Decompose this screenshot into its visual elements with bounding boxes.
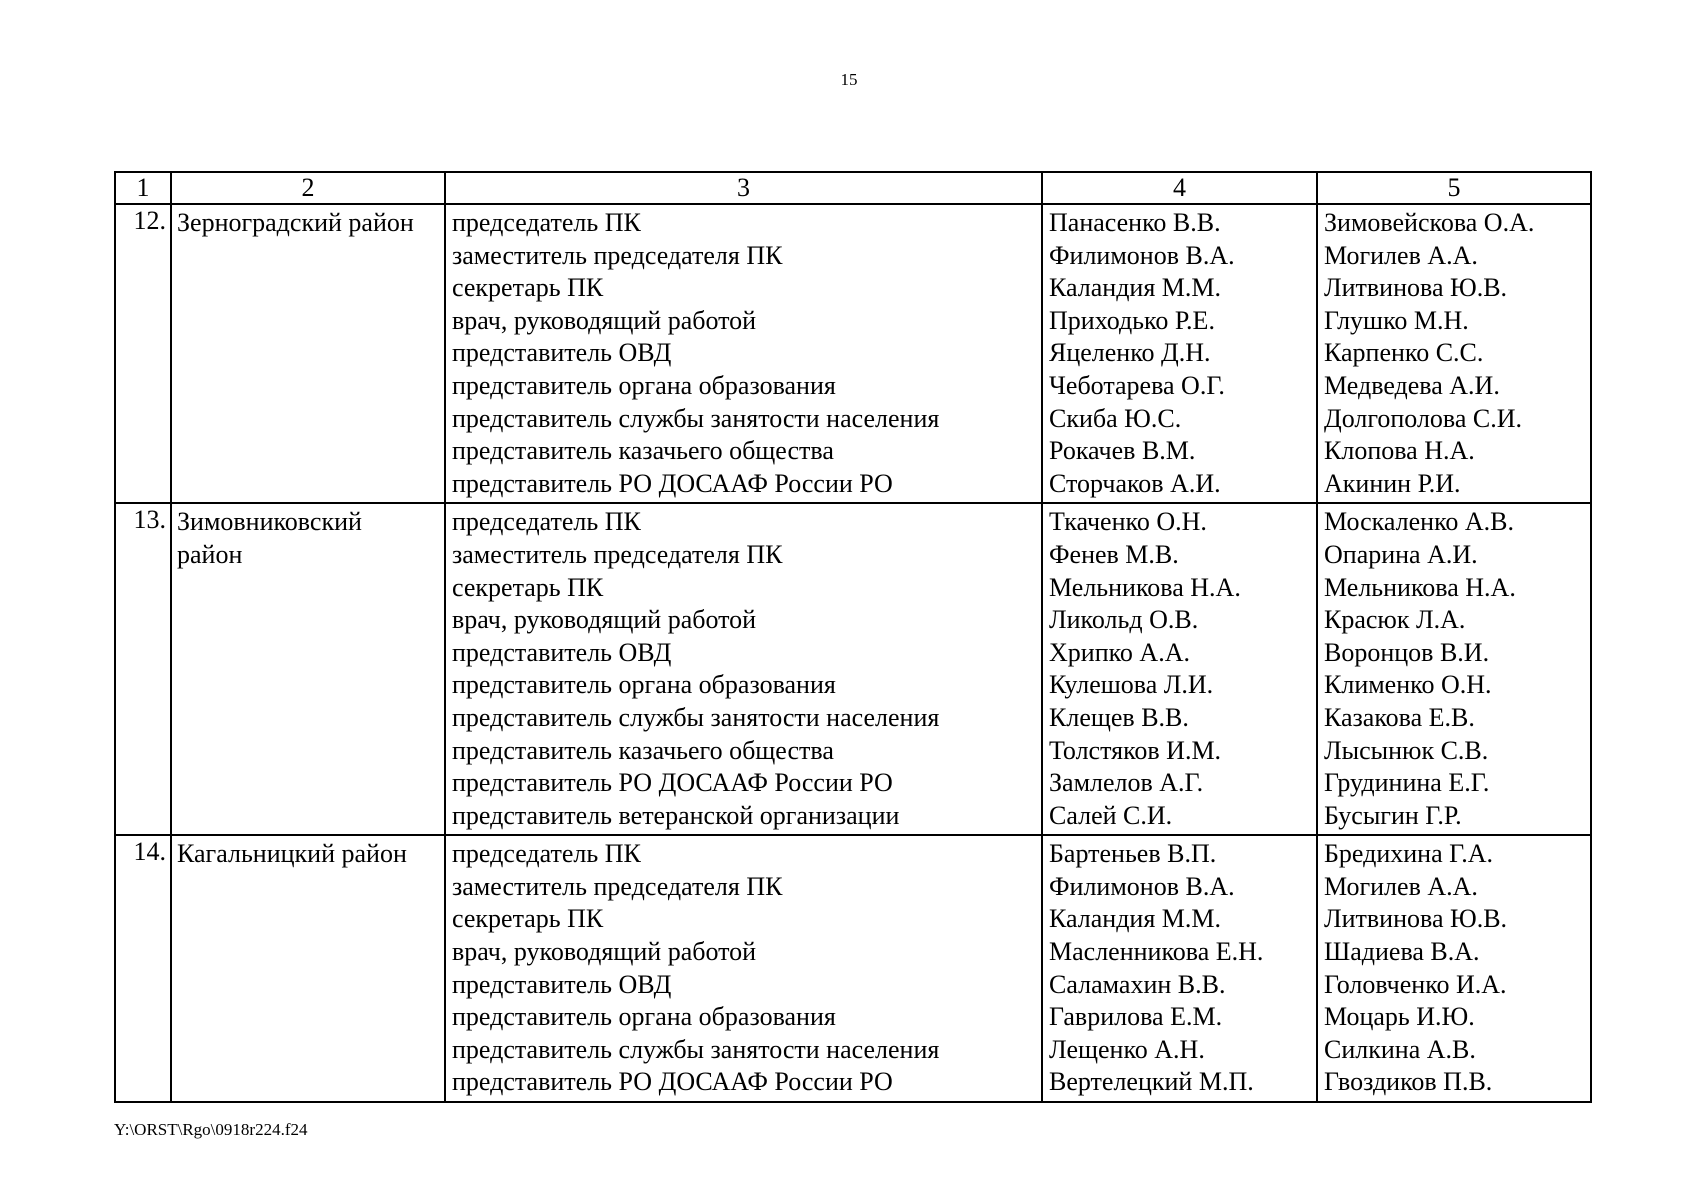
header-cell-2: 2	[171, 172, 445, 204]
deputy-cell	[1317, 835, 1591, 1102]
district-name-cell	[171, 204, 445, 503]
deputy-cell	[1317, 503, 1591, 835]
role-line: представитель ОВД	[452, 637, 672, 667]
member-name: Скиба Ю.С.	[1049, 403, 1182, 433]
role-line: представитель казачьего общества	[452, 735, 834, 765]
deputy-name: Лысынюк С.В.	[1324, 735, 1489, 765]
deputy-name: Москаленко А.В.	[1324, 507, 1515, 537]
deputy-name: Карпенко С.С.	[1324, 338, 1484, 368]
deputy-name: Бусыгин Г.Р.	[1324, 800, 1462, 830]
member-name: Толстяков И.М.	[1049, 735, 1222, 765]
district-name-cell	[171, 835, 445, 1102]
role-line: представитель РО ДОСААФ России РО	[452, 468, 893, 498]
role-line: секретарь ПК	[452, 572, 604, 602]
header-cell-3: 3	[445, 172, 1042, 204]
deputy-name: Воронцов В.И.	[1324, 637, 1490, 667]
role-line: врач, руководящий работой	[452, 937, 757, 967]
role-line: заместитель председателя ПК	[452, 240, 783, 270]
member-name: Ликольд О.В.	[1049, 605, 1199, 635]
role-line: представитель казачьего общества	[452, 436, 834, 466]
deputy-name: Глушко М.Н.	[1324, 305, 1469, 335]
deputy-name: Силкина А.В.	[1324, 1034, 1476, 1064]
commission-table	[114, 171, 1592, 1103]
deputy-name: Литвинова Ю.В.	[1324, 273, 1508, 303]
role-line: секретарь ПК	[452, 273, 604, 303]
district-name-line: район	[177, 539, 243, 569]
member-name: Яцеленко Д.Н.	[1049, 338, 1211, 368]
role-line: заместитель председателя ПК	[452, 539, 783, 569]
member-name: Сторчаков А.И.	[1049, 468, 1221, 498]
role-line: представитель ОВД	[452, 338, 672, 368]
member-name: Фенев М.В.	[1049, 539, 1179, 569]
role-line: представитель службы занятости населения	[452, 702, 940, 732]
deputy-name: Долгополова С.И.	[1324, 403, 1523, 433]
member-name: Масленникова Е.Н.	[1049, 937, 1264, 967]
member-cell	[1042, 204, 1317, 503]
table-body	[115, 204, 1591, 1102]
district-name-line: Зерноградский район	[177, 208, 414, 237]
role-cell	[445, 204, 1042, 503]
deputy-name: Шадиева В.А.	[1324, 937, 1480, 967]
role-line: председатель ПК	[452, 208, 641, 237]
deputy-name: Опарина А.И.	[1324, 539, 1478, 569]
member-name: Вертелецкий М.П.	[1049, 1067, 1254, 1097]
deputy-name: Медведева А.И.	[1324, 370, 1500, 400]
page-number: 15	[840, 70, 858, 89]
role-line: заместитель председателя ПК	[452, 871, 783, 901]
deputy-name: Клименко О.Н.	[1324, 670, 1492, 700]
row-number: 12.	[115, 204, 171, 503]
role-line: представитель ОВД	[452, 969, 672, 999]
member-name: Саламахин В.В.	[1049, 969, 1226, 999]
member-name: Рокачев В.М.	[1049, 436, 1196, 466]
role-cell	[445, 503, 1042, 835]
deputy-name: Грудинина Е.Г.	[1324, 768, 1490, 798]
role-line: представитель службы занятости населения	[452, 403, 940, 433]
district-block	[115, 204, 1591, 503]
deputy-name: Казакова Е.В.	[1324, 702, 1475, 732]
header-cell-1: 1	[115, 172, 171, 204]
role-line: представитель органа образования	[452, 670, 836, 700]
deputy-name: Могилев А.А.	[1324, 871, 1478, 901]
deputy-name: Гвоздиков П.В.	[1324, 1067, 1493, 1097]
role-line: представитель органа образования	[452, 370, 836, 400]
member-name: Филимонов В.А.	[1049, 240, 1235, 270]
deputy-name: Акинин Р.И.	[1324, 468, 1461, 498]
district-name-cell	[171, 503, 445, 835]
footer-file-path: Y:\ORST\Rgo\0918r224.f24	[114, 1120, 308, 1139]
role-line: представитель органа образования	[452, 1002, 836, 1032]
role-line: представитель РО ДОСААФ России РО	[452, 768, 893, 798]
district-block	[115, 503, 1591, 835]
member-cell	[1042, 503, 1317, 835]
deputy-name: Могилев А.А.	[1324, 240, 1478, 270]
header-cell-5: 5	[1317, 172, 1591, 204]
deputy-name: Клопова Н.А.	[1324, 436, 1475, 466]
role-line: представитель РО ДОСААФ России РО	[452, 1067, 893, 1097]
member-name: Мельникова Н.А.	[1049, 572, 1241, 602]
member-name: Каландия М.М.	[1049, 904, 1222, 934]
district-name-line: Зимовниковский	[177, 507, 362, 537]
row-number: 13.	[115, 503, 171, 835]
district-name-line: Кагальницкий район	[177, 839, 407, 869]
member-name: Клещев В.В.	[1049, 702, 1189, 732]
member-name: Панасенко В.В.	[1049, 208, 1221, 237]
member-name: Приходько Р.Е.	[1049, 305, 1215, 335]
member-cell	[1042, 835, 1317, 1102]
deputy-name: Зимовейскова О.А.	[1324, 208, 1535, 237]
deputy-name: Бредихина Г.А.	[1324, 839, 1494, 869]
role-line: председатель ПК	[452, 507, 641, 537]
deputy-name: Литвинова Ю.В.	[1324, 904, 1508, 934]
role-cell	[445, 835, 1042, 1102]
member-name: Филимонов В.А.	[1049, 871, 1235, 901]
role-line: врач, руководящий работой	[452, 605, 757, 635]
member-name: Чеботарева О.Г.	[1049, 370, 1225, 400]
member-name: Салей С.И.	[1049, 800, 1173, 830]
deputy-name: Головченко И.А.	[1324, 969, 1507, 999]
deputy-name: Красюк Л.А.	[1324, 605, 1466, 635]
row-number: 14.	[115, 835, 171, 1102]
member-name: Гаврилова Е.М.	[1049, 1002, 1223, 1032]
member-name: Лещенко А.Н.	[1049, 1034, 1205, 1064]
member-name: Хрипко А.А.	[1049, 637, 1190, 667]
deputy-name: Моцарь И.Ю.	[1324, 1002, 1475, 1032]
member-name: Кулешова Л.И.	[1049, 670, 1214, 700]
role-line: представитель службы занятости населения	[452, 1034, 940, 1064]
member-name: Ткаченко О.Н.	[1049, 507, 1207, 537]
role-line: председатель ПК	[452, 839, 641, 869]
role-line: представитель ветеранской организации	[452, 800, 900, 830]
district-block	[115, 835, 1591, 1102]
member-name: Бартеньев В.П.	[1049, 839, 1217, 869]
header-cell-4: 4	[1042, 172, 1317, 204]
deputy-name: Мельникова Н.А.	[1324, 572, 1516, 602]
role-line: секретарь ПК	[452, 904, 604, 934]
member-name: Замлелов А.Г.	[1049, 768, 1204, 798]
deputy-cell	[1317, 204, 1591, 503]
header-row	[115, 172, 1591, 204]
role-line: врач, руководящий работой	[452, 305, 757, 335]
member-name: Каландия М.М.	[1049, 273, 1222, 303]
